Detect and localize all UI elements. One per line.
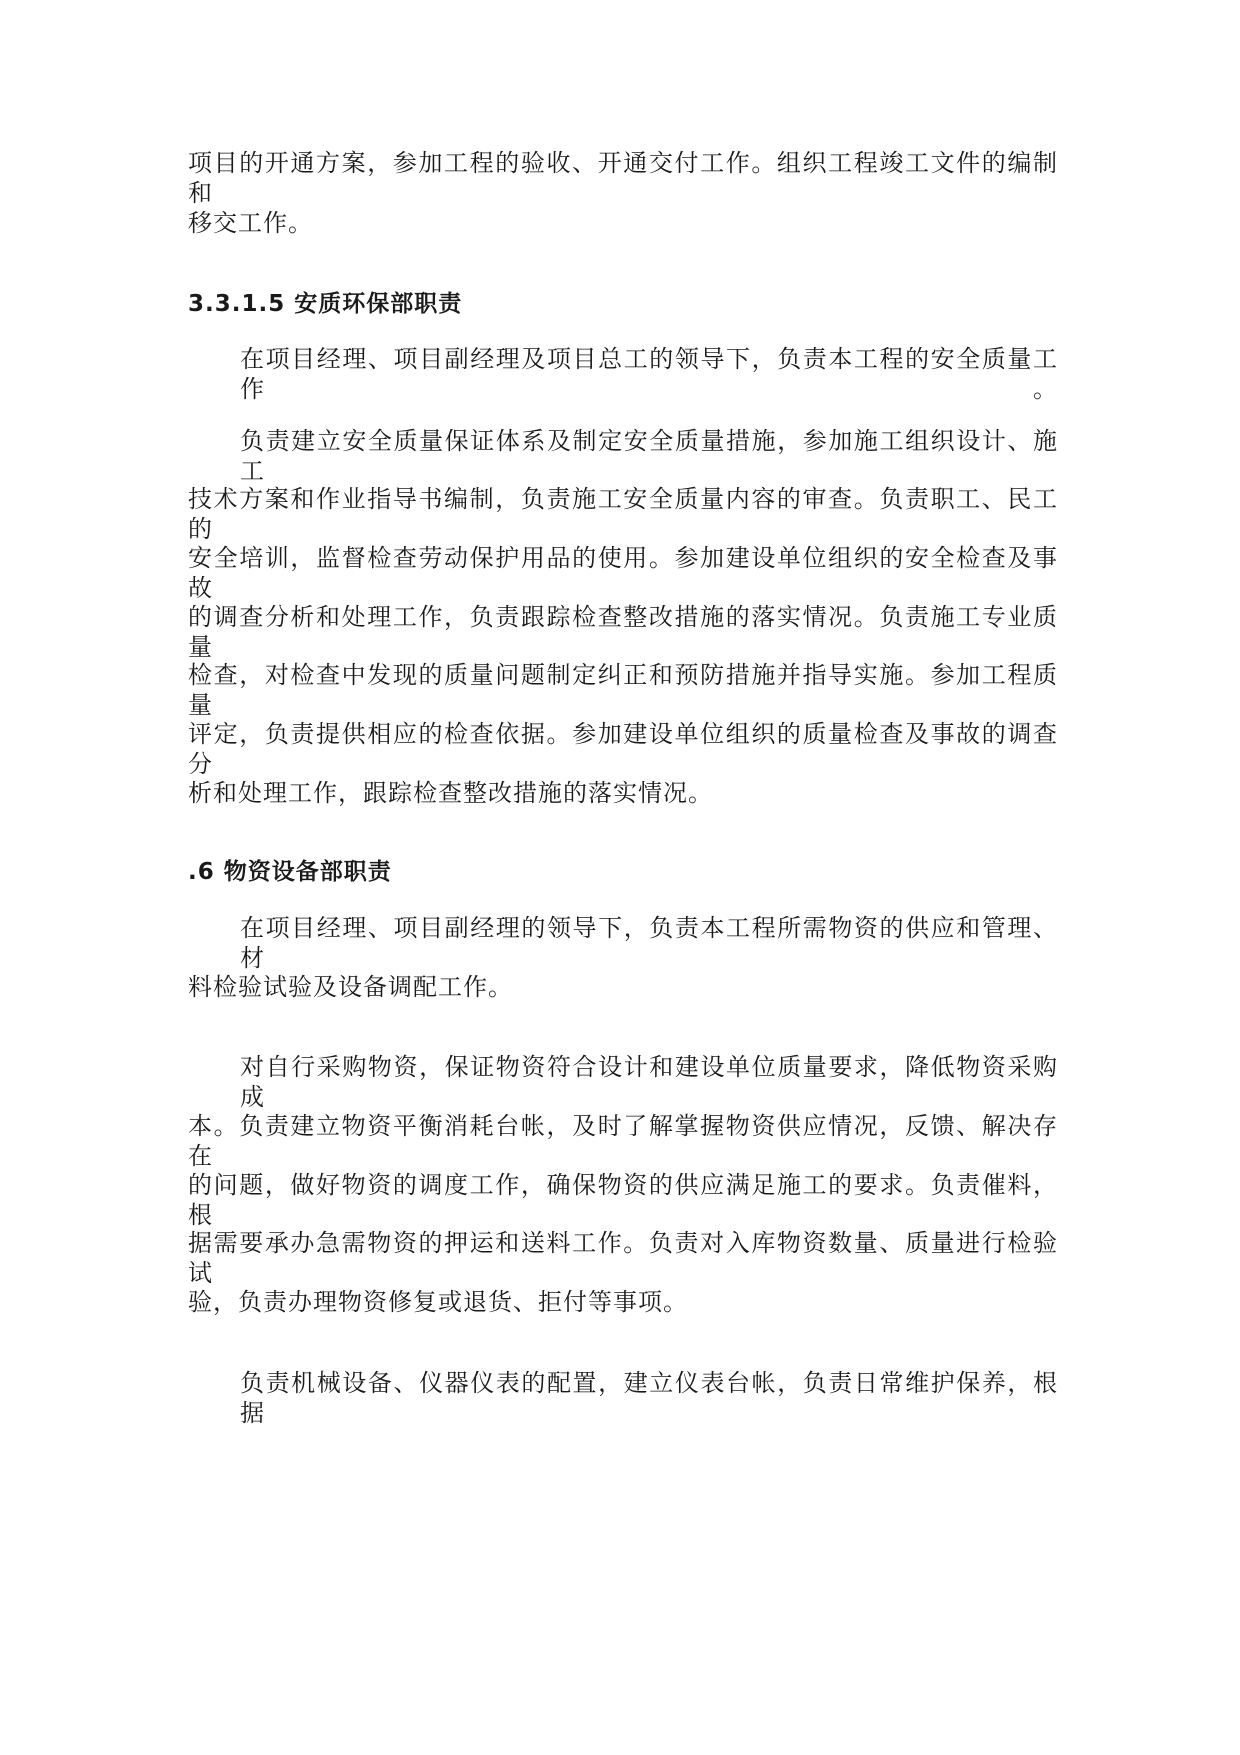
paragraph-line: 安全培训，监督检查劳动保护用品的使用。参加建设单位组织的安全检查及事故: [188, 544, 1058, 602]
paragraph-line: 料检验试验及设备调配工作。: [188, 973, 513, 1001]
paragraph-line: 据需要承办急需物资的押运和送料工作。负责对入库物资数量、质量进行检验试: [188, 1229, 1058, 1287]
paragraph-line: 负责机械设备、仪器仪表的配置，建立仪表台帐，负责日常维护保养，根据: [240, 1369, 1058, 1427]
paragraph-line: 在项目经理、项目副经理的领导下，负责本工程所需物资的供应和管理、材: [240, 914, 1058, 972]
paragraph-line: 评定，负责提供相应的检查依据。参加建设单位组织的质量检查及事故的调查分: [188, 720, 1058, 778]
paragraph-line: 析和处理工作，跟踪检查整改措施的落实情况。: [188, 779, 713, 807]
section-heading: 3.3.1.5 安质环保部职责: [188, 291, 463, 317]
paragraph-line: 移交工作。: [188, 209, 313, 237]
paragraph-line: 负责建立安全质量保证体系及制定安全质量措施，参加施工组织设计、施工: [240, 427, 1058, 485]
paragraph-line: 对自行采购物资，保证物资符合设计和建设单位质量要求，降低物资采购成: [240, 1053, 1058, 1111]
paragraph-line: 项目的开通方案，参加工程的验收、开通交付工作。组织工程竣工文件的编制和: [188, 149, 1058, 207]
paragraph-line: 验，负责办理物资修复或退货、拒付等事项。: [188, 1288, 688, 1316]
paragraph-line: 本。负责建立物资平衡消耗台帐，及时了解掌握物资供应情况，反馈、解决存在: [188, 1112, 1058, 1170]
paragraph-line: 技术方案和作业指导书编制，负责施工安全质量内容的审查。负责职工、民工的: [188, 485, 1058, 543]
paragraph-line: 检查，对检查中发现的质量问题制定纠正和预防措施并指导实施。参加工程质量: [188, 661, 1058, 719]
paragraph-line: 的问题，做好物资的调度工作，确保物资的供应满足施工的要求。负责催料，根: [188, 1171, 1058, 1229]
section-heading: .6 物资设备部职责: [188, 859, 392, 885]
paragraph-line: 的调查分析和处理工作，负责跟踪检查整改措施的落实情况。负责施工专业质量: [188, 603, 1058, 661]
paragraph-line: 在项目经理、项目副经理及项目总工的领导下，负责本工程的安全质量工作。: [240, 345, 1058, 403]
